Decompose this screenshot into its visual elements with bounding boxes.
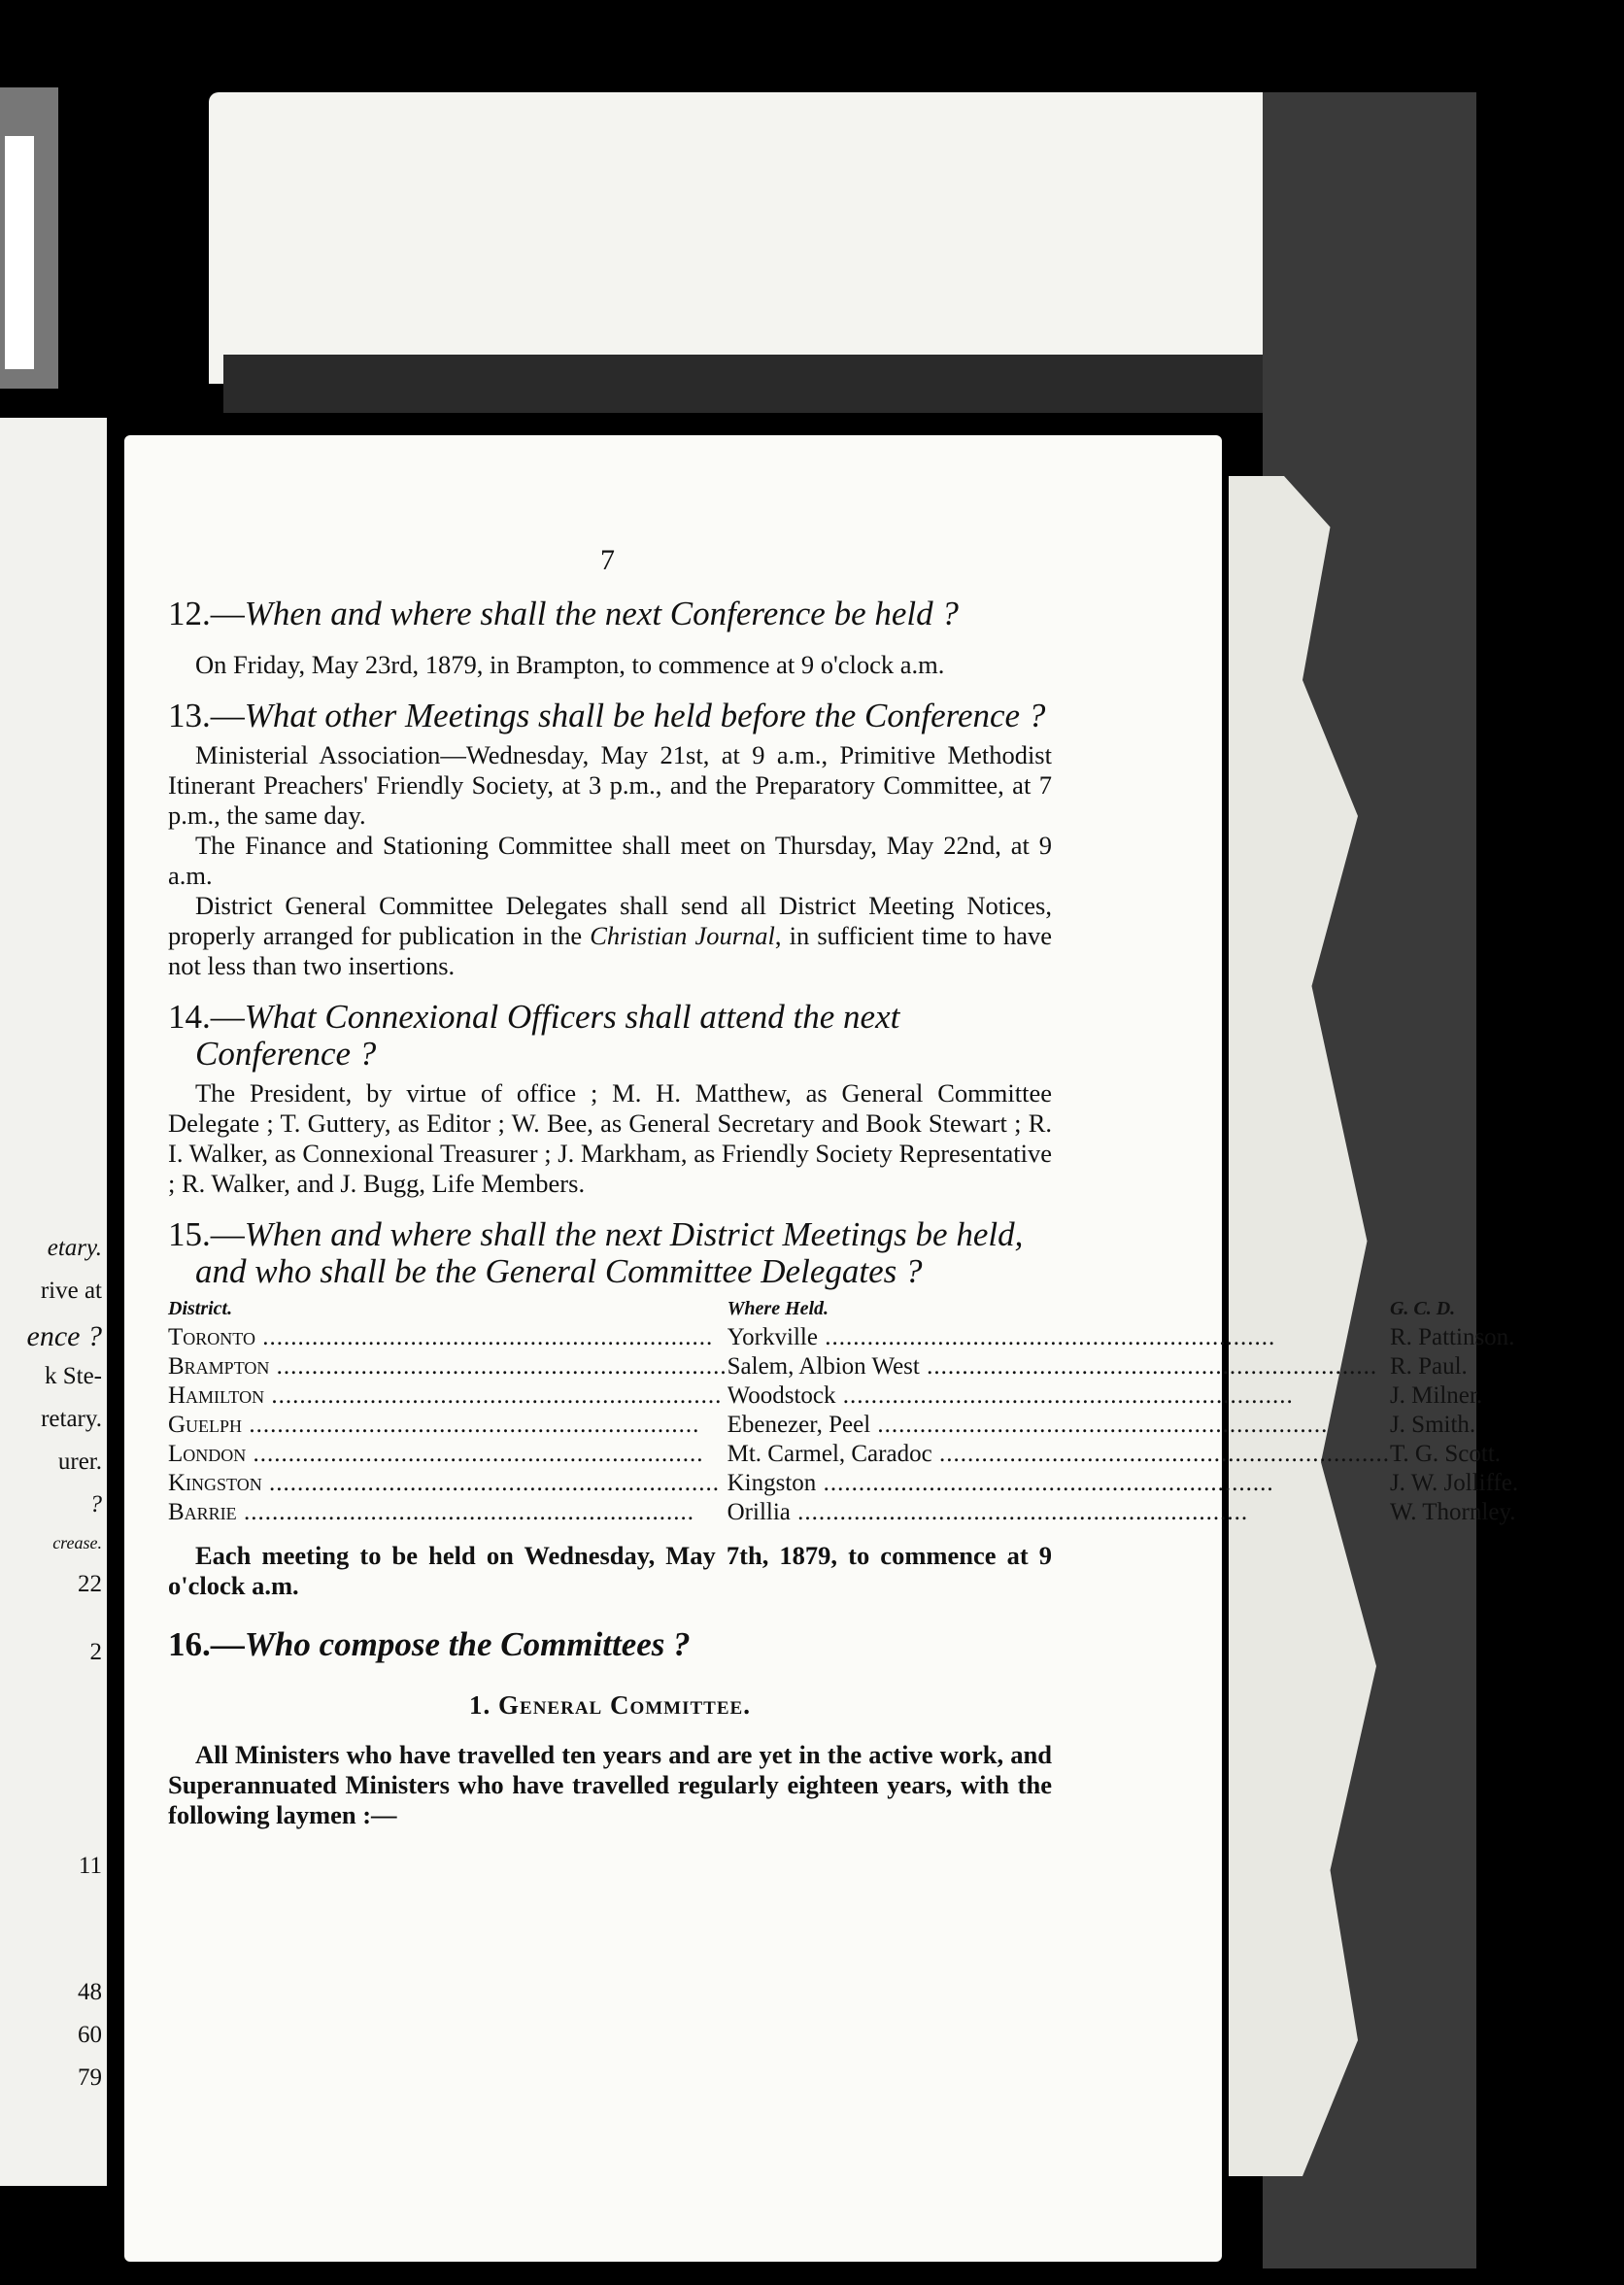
table-row (168, 1498, 1518, 1527)
question-text: When and where shall the next District Meetings be held, and who shall be the General Committee Delegates ? (195, 1215, 1024, 1290)
question-12 (168, 596, 1052, 632)
scan-background-top (209, 92, 1433, 384)
district-cell: Kingston ..... (168, 1469, 727, 1498)
delegate-cell: J. Smith. (1389, 1412, 1476, 1438)
place-cell: Woodstock ..... (727, 1381, 1390, 1411)
margin-line: ? (89, 1491, 102, 1518)
margin-line: k Ste- (44, 1363, 102, 1389)
table-header-row (168, 1294, 1518, 1323)
question-number: 13.— (168, 697, 245, 734)
margin-line: 2 (89, 1639, 102, 1665)
journal-title: Christian Journal (590, 921, 775, 950)
question-text: When and where shall the next Conference be held ? (244, 595, 959, 632)
table-row (168, 1469, 1518, 1498)
section-subheading: 1. General Committee. (469, 1690, 751, 1720)
answer-13-paragraph: The Finance and Stationing Committee shall meet on Thursday, May 22nd, at 9 a.m. (168, 831, 1052, 890)
place-cell: Mt. Carmel, Caradoc ..... (727, 1440, 1390, 1469)
margin-line: 11 (78, 1853, 102, 1879)
answer-14: The President, by virtue of office ; M. H. Matthew, as General Committee Delegate ; T. Guttery, as Editor ; W. Bee, as General Secretary and Book Stewart ; R. I. Walker, as Connexional Treasurer ; J. Markham, as Friendly Society Representative ; R. Walker, and J. Bugg, Life Members. (168, 1078, 1052, 1198)
district-meetings-table (168, 1294, 1518, 1527)
question-text: What other Meetings shall be held before the Conference ? (244, 697, 1046, 734)
margin-line: etary. (47, 1235, 102, 1261)
place-cell: Orillia ..... (727, 1498, 1390, 1527)
place-cell: Ebenezer, Peel ..... (727, 1411, 1390, 1440)
district-cell: Brampton ..... (168, 1352, 727, 1381)
delegate-cell: R. Pattinson. (1389, 1324, 1515, 1350)
table-row (168, 1440, 1518, 1469)
question-16 (168, 1626, 1052, 1663)
column-header: Where Held. (727, 1297, 829, 1319)
answer-13-paragraph: Ministerial Association—Wednesday, May 21st, at 9 a.m., Primitive Methodist Itinerant Preachers' Friendly Society, at 3 p.m., and the Preparatory Committee, at 7 p.m., the same day. (168, 740, 1052, 830)
question-number: 16.— (168, 1625, 245, 1663)
column-header: District. (168, 1297, 233, 1319)
district-cell: Toronto ..... (168, 1323, 727, 1352)
margin-line: urer. (57, 1449, 102, 1475)
question-15 (168, 1216, 1052, 1290)
answer-13-paragraph (168, 891, 1052, 981)
meeting-note: Each meeting to be held on Wednesday, May 7th, 1879, to commence at 9 o'clock a.m. (168, 1541, 1052, 1600)
delegate-cell: J. Milner. (1389, 1382, 1483, 1409)
place-cell: Kingston ..... (727, 1469, 1390, 1498)
question-number: 12.— (168, 595, 245, 632)
margin-line: 79 (78, 2064, 102, 2091)
district-cell: Guelph ..... (168, 1411, 727, 1440)
question-13 (168, 698, 1052, 734)
place-cell: Salem, Albion West ..... (727, 1352, 1390, 1381)
question-14 (168, 999, 1052, 1073)
district-cell: Barrie ..... (168, 1498, 727, 1527)
answer-text: , in sufficient time to have not less than two insertions. (168, 921, 1052, 980)
answer-16: All Ministers who have travelled ten years and are yet in the active work, and Superannuated Ministers who have travelled regularly eighteen years, with the following laymen :— (168, 1740, 1052, 1829)
district-cell: Hamilton ..... (168, 1381, 727, 1411)
question-number: 15.— (168, 1215, 245, 1253)
book-binding (0, 87, 58, 389)
book-page (124, 435, 1519, 2262)
table-row (168, 1352, 1518, 1381)
page-content (168, 595, 1519, 1830)
margin-line: 22 (78, 1571, 102, 1597)
column-header: G. C. D. (1389, 1297, 1456, 1319)
margin-line: 48 (78, 1979, 102, 2005)
question-text: Who compose the Committees ? (244, 1625, 691, 1663)
question-number: 14.— (168, 998, 245, 1036)
delegate-cell: J. W. Jolliffe. (1389, 1470, 1519, 1496)
margin-line: retary. (41, 1406, 102, 1432)
delegate-cell: R. Paul. (1389, 1353, 1468, 1380)
table-row (168, 1323, 1518, 1352)
margin-line: rive at (40, 1278, 102, 1304)
margin-line: ence ? (26, 1320, 102, 1352)
delegate-cell: W. Thornley. (1389, 1499, 1516, 1525)
table-row (168, 1381, 1518, 1411)
margin-line: crease. (52, 1533, 102, 1552)
district-cell: London ..... (168, 1440, 727, 1469)
facing-page-text (0, 1234, 102, 2106)
answer-12: On Friday, May 23rd, 1879, in Brampton, to commence at 9 o'clock a.m. (195, 650, 945, 679)
page-number: 7 (600, 544, 615, 576)
question-text: What Connexional Officers shall attend the next Conference ? (195, 998, 900, 1073)
place-cell: Yorkville ..... (727, 1323, 1390, 1352)
margin-line: 60 (78, 2022, 102, 2048)
table-row (168, 1411, 1518, 1440)
answer-text: District General Committee Delegates shall send all District Meeting Notices, properly arranged for publication in the (168, 891, 1052, 950)
delegate-cell: T. G. Scott. (1389, 1441, 1502, 1467)
